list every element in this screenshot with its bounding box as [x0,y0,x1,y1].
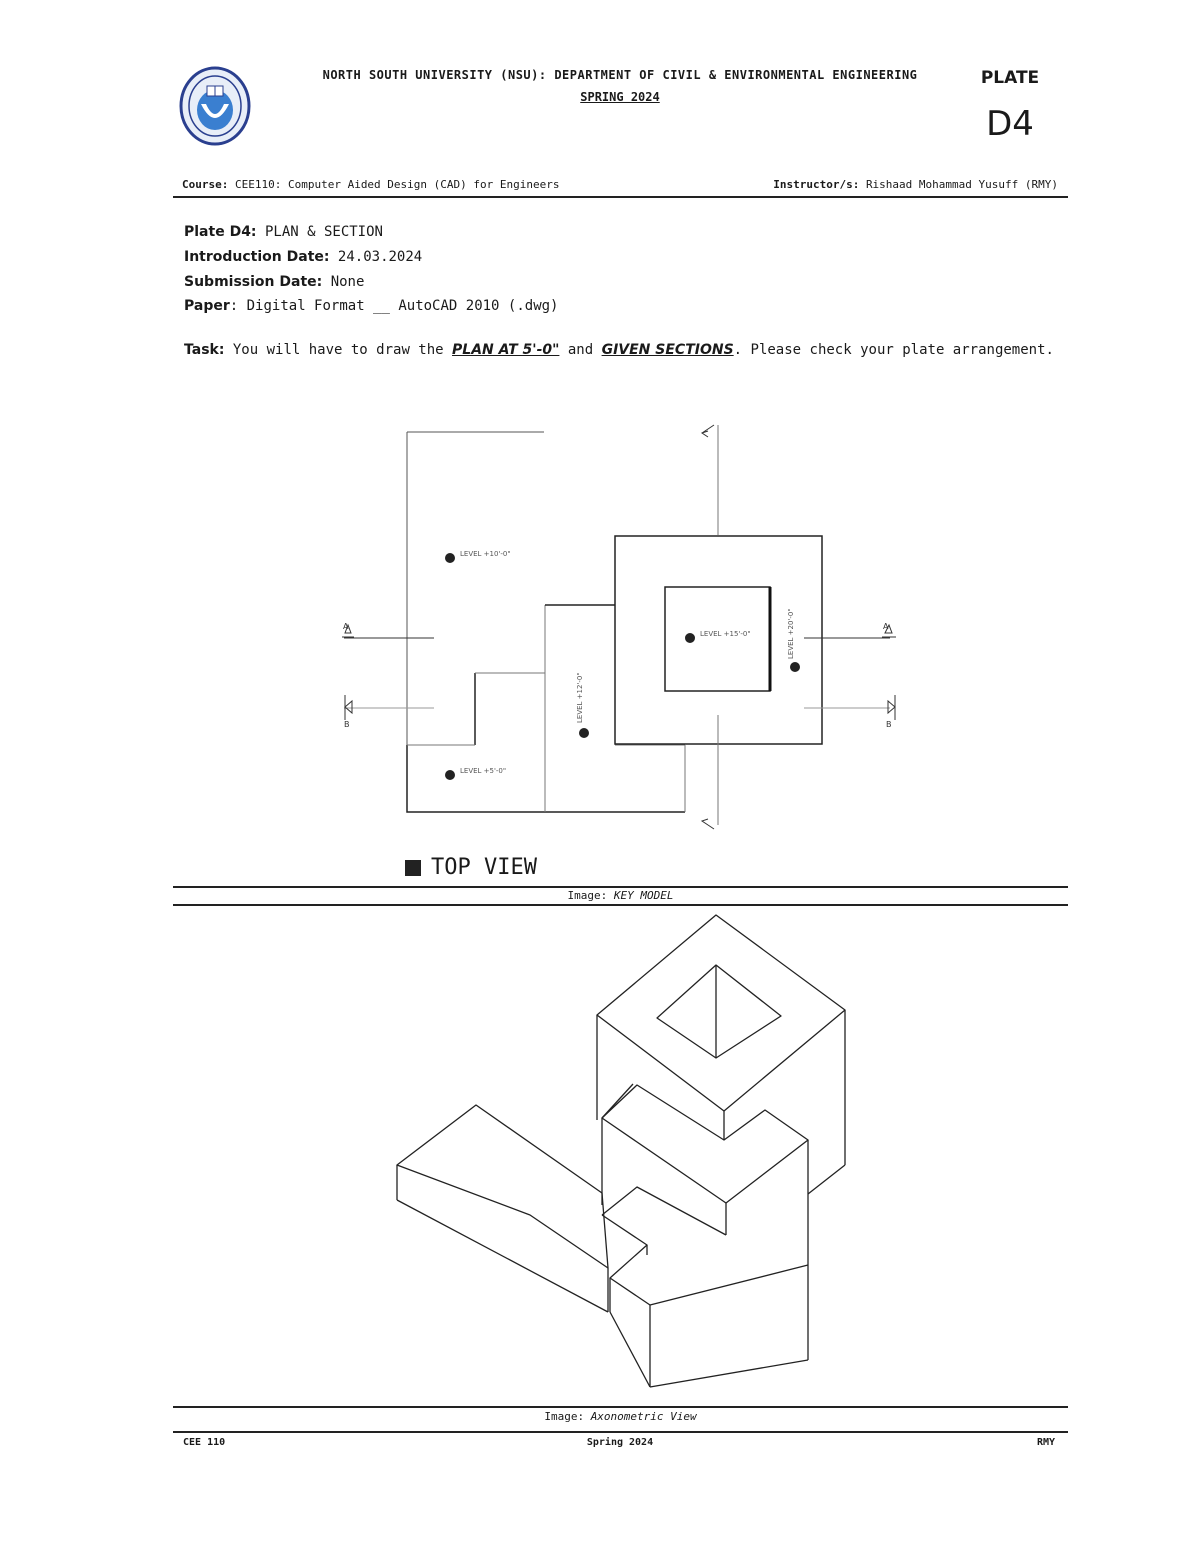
level-label-inner: LEVEL +15'-0" [700,630,751,638]
caption-key-model [173,889,1068,902]
footer-term: Spring 2024 [586,1437,654,1448]
info-submission-date-value: None [330,274,365,290]
level-label-bottom-left: LEVEL +5'-0" [460,767,507,775]
course-value: CEE110: Computer Aided Design (CAD) for Engineers [234,178,560,191]
level-label-tower: LEVEL +20'-0" [787,608,795,659]
info-intro-date-label: Introduction Date: [184,249,330,265]
course-line [182,178,560,191]
caption-divider-bottom-2 [173,1431,1068,1433]
section-mark-b-right: B [886,720,892,729]
instructor-label: Instructor/s: [773,178,860,191]
caption-axonometric-prefix: Image: [544,1410,591,1423]
header-term: SPRING 2024 [580,90,660,104]
info-paper-value: : Digital Format __ AutoCAD 2010 (.dwg) [229,298,559,314]
caption-divider-top [173,886,1068,888]
task-text-1: You will have to draw the [224,342,453,358]
footer-course: CEE 110 [183,1437,226,1448]
footer-initials: RMY [1036,1437,1055,1448]
info-plate-label: Plate D4: [184,224,257,240]
level-label-left-block: LEVEL +10'-0" [460,550,511,558]
course-label: Course: [182,178,229,191]
section-mark-b-left: B [344,720,350,729]
caption-key-model-name: KEY MODEL [613,889,674,902]
task-text-3: . Please check your plate arrangement. [733,342,1054,358]
task-emphasis-plan: PLAN AT 5'-0" [452,342,560,358]
task-line [184,342,1054,358]
caption-key-model-prefix: Image: [567,889,614,902]
info-plate [184,224,383,240]
info-submission-date [184,274,364,290]
caption-divider-top-2 [173,1406,1068,1408]
university-logo [179,66,251,146]
view-marker-icon [405,860,421,876]
instructor-line [773,178,1058,191]
header-divider [173,196,1068,198]
task-text-2: and [559,342,602,358]
top-view-title [405,855,537,880]
caption-axonometric [173,1410,1068,1423]
info-intro-date-value: 24.03.2024 [337,249,423,265]
task-label: Task: [184,342,225,358]
level-label-middle: LEVEL +12'-0" [576,672,584,723]
task-emphasis-sections: GIVEN SECTIONS [601,342,734,358]
instructor-value: Rishaad Mohammad Yusuff (RMY) [865,178,1058,191]
info-paper-label: Paper [184,298,230,314]
info-paper [184,298,559,314]
section-mark-a-left: A [343,622,349,631]
top-view-plan-drawing [330,415,910,845]
header-title: NORTH SOUTH UNIVERSITY (NSU): DEPARTMENT OF CIVIL & ENVIRONMENTAL ENGINEERING [322,68,918,82]
caption-divider-bottom [173,904,1068,906]
plate-label: PLATE [980,68,1040,88]
info-intro-date [184,249,422,265]
plate-id: D4 [986,104,1034,144]
info-submission-date-label: Submission Date: [184,274,323,290]
caption-axonometric-name: Axonometric View [590,1410,697,1423]
top-view-title-text: TOP VIEW [431,855,537,880]
axonometric-key-model-drawing [380,912,860,1392]
info-plate-value: PLAN & SECTION [264,224,383,240]
section-mark-a-right: A [883,622,889,631]
